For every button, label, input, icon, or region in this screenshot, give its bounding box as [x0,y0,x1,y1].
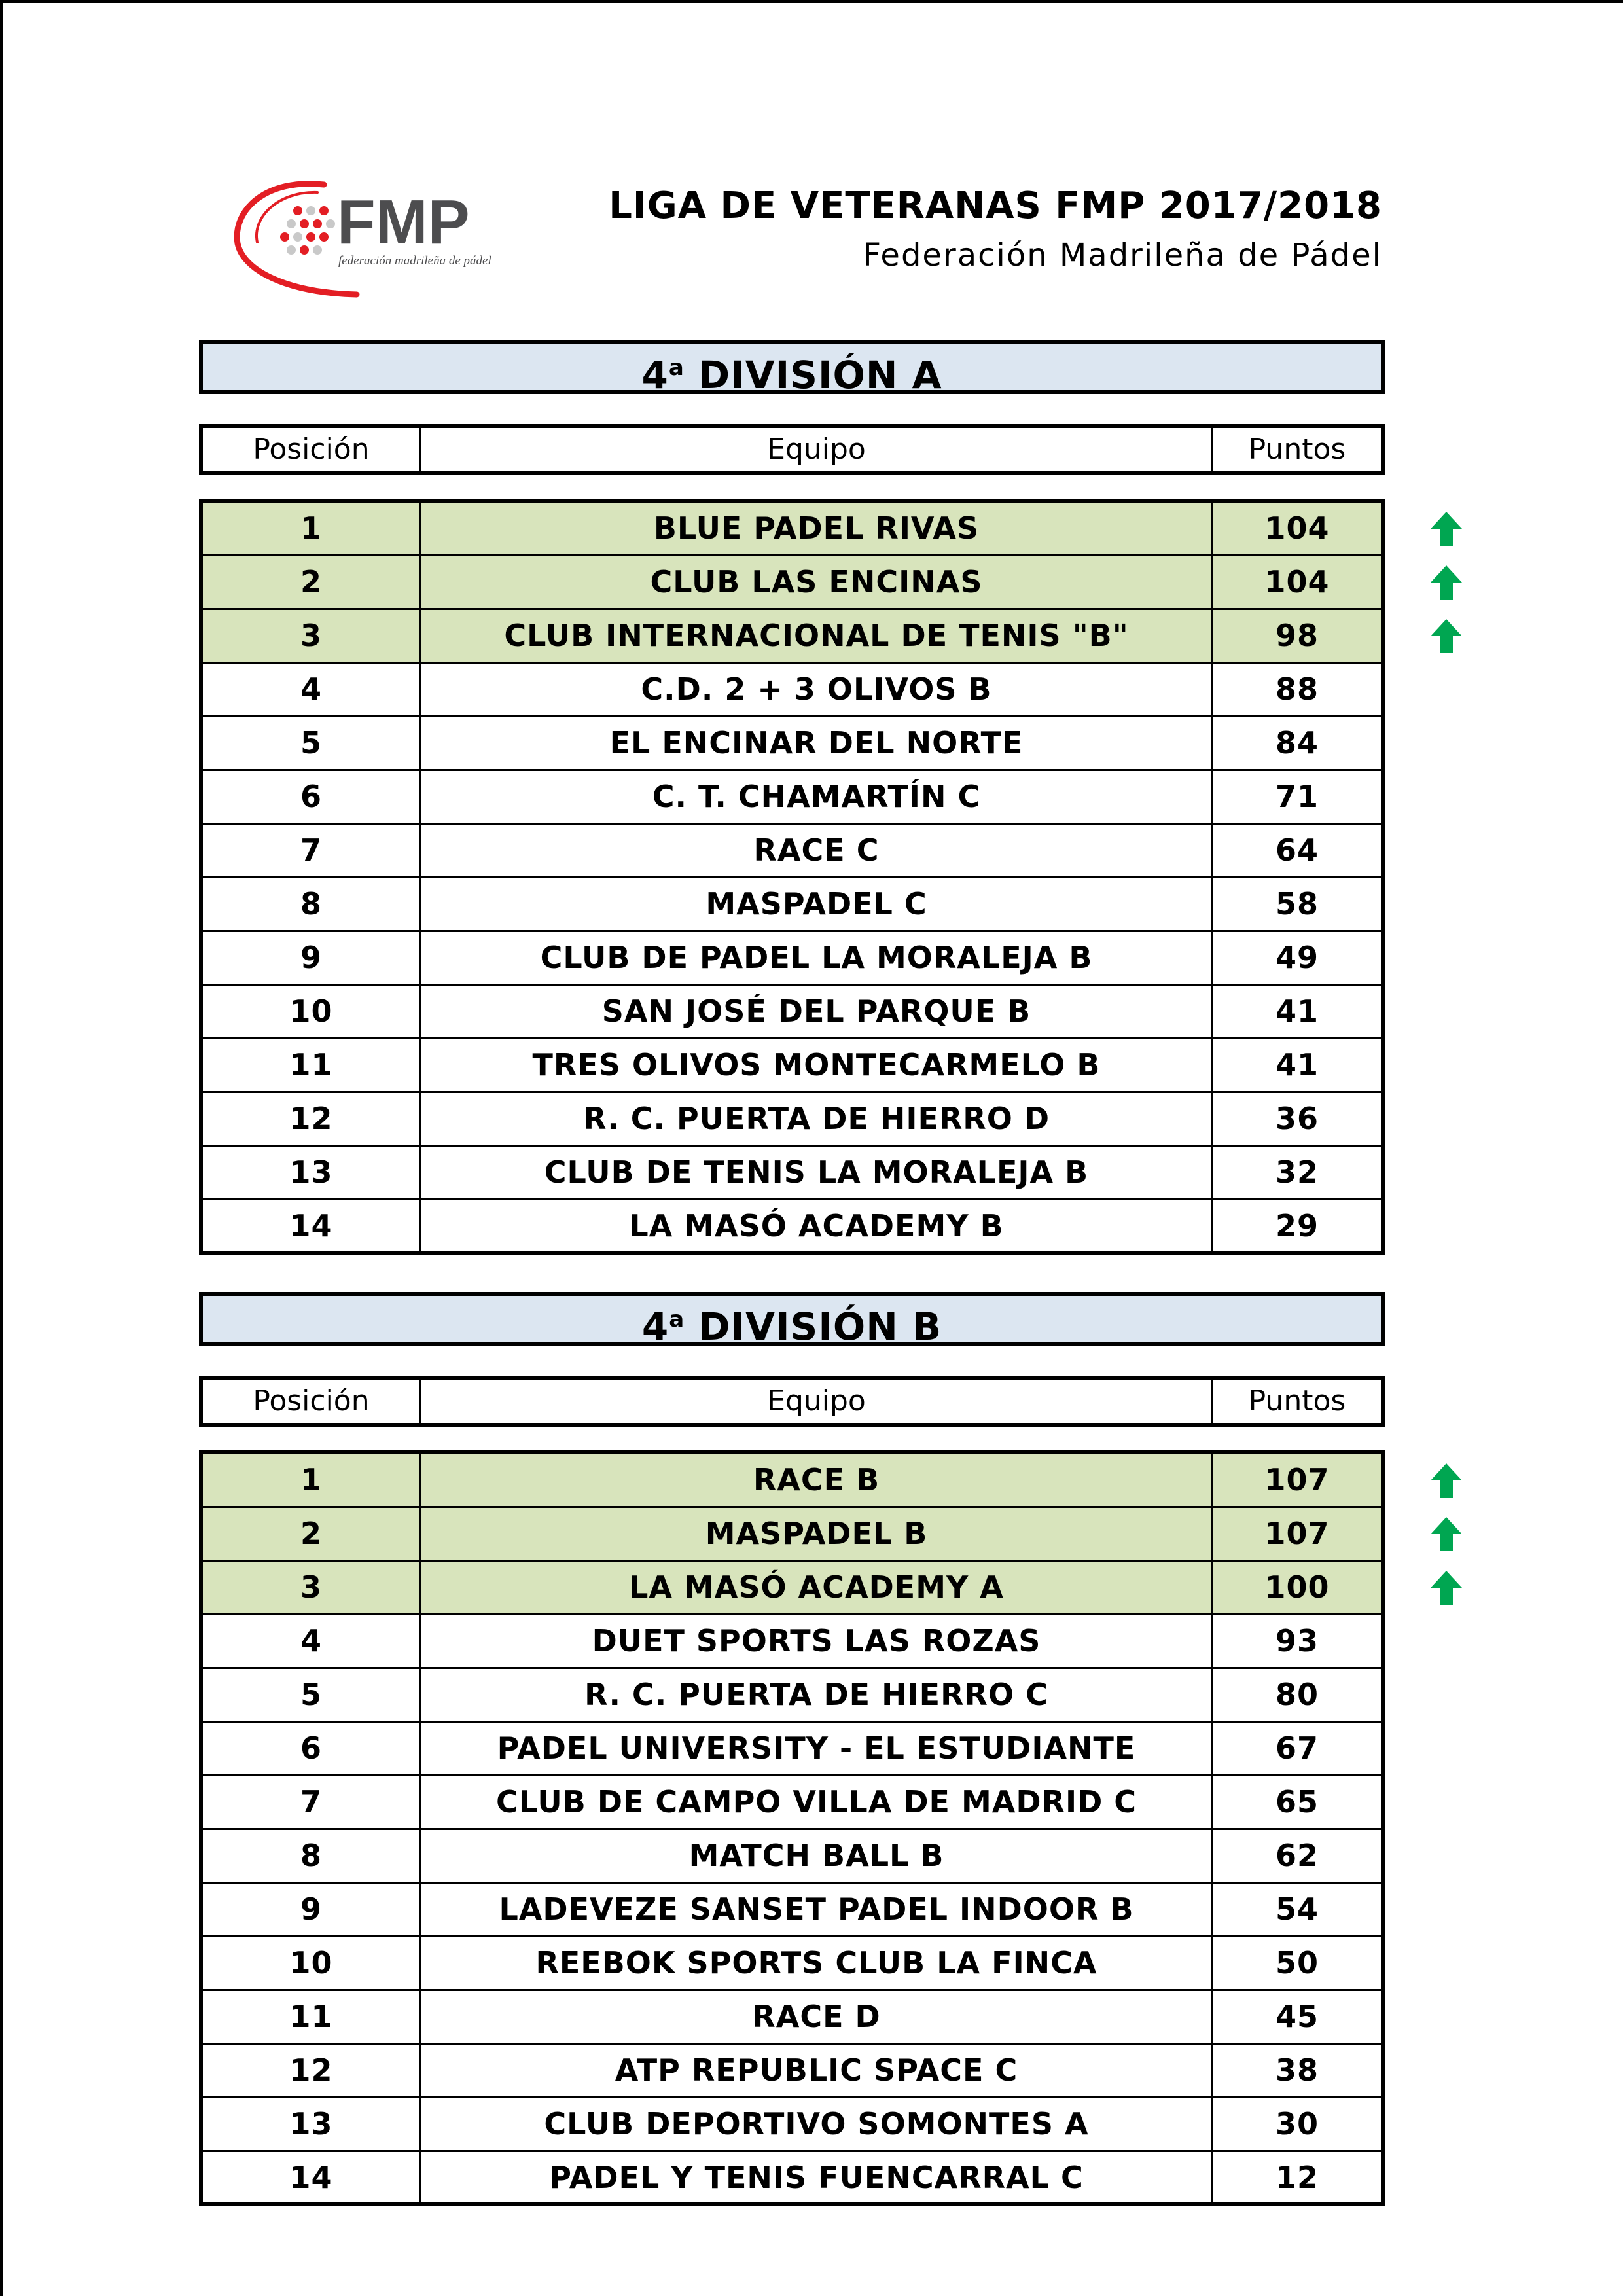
row-position: 7 [203,825,421,876]
promotion-arrow-icon [1427,1461,1466,1500]
row-position: 9 [203,1884,421,1935]
row-position: 11 [203,1039,421,1091]
row-team: MASPADEL C [421,878,1213,930]
row-team: CLUB DE TENIS LA MORALEJA B [421,1147,1213,1198]
table-row [203,1147,1381,1200]
column-header-position: Posición [203,1380,421,1423]
column-header-team: Equipo [421,428,1213,471]
row-team: RACE D [421,1991,1213,2043]
row-team: R. C. PUERTA DE HIERRO C [421,1669,1213,1721]
table-row [203,1093,1381,1147]
row-team: PADEL UNIVERSITY - EL ESTUDIANTE [421,1723,1213,1774]
promotion-arrow-icon [1427,1568,1466,1607]
logo-text: FMP [337,187,470,257]
row-position: 12 [203,2045,421,2096]
division-ordinal: a [669,1306,685,1333]
promotion-arrow-icon [1427,617,1466,656]
row-team: RACE C [421,825,1213,876]
row-team: LADEVEZE SANSET PADEL INDOOR B [421,1884,1213,1935]
row-points: 30 [1275,2106,1319,2142]
page-header [0,0,1623,314]
row-position: 8 [203,878,421,930]
row-points: 104 [1264,564,1330,600]
row-position: 12 [203,1093,421,1145]
row-points: 29 [1275,1208,1319,1244]
row-points: 49 [1275,940,1319,975]
row-points: 107 [1264,1462,1330,1498]
division-title [199,340,1385,398]
row-team: C. T. CHAMARTÍN C [421,771,1213,823]
row-points: 12 [1275,2160,1319,2195]
row-team: TRES OLIVOS MONTECARMELO B [421,1039,1213,1091]
division-name: DIVISIÓN A [698,353,942,398]
table-row [203,1884,1381,1937]
row-points: 41 [1275,994,1319,1029]
row-position: 11 [203,1991,421,2043]
logo-tagline: federación madrileña de pádel [338,254,491,268]
table-row [203,771,1381,825]
row-team: SAN JOSÉ DEL PARQUE B [421,986,1213,1037]
table-row [203,1937,1381,1991]
row-points: 54 [1275,1892,1319,1927]
row-team: CLUB DE PADEL LA MORALEJA B [421,932,1213,984]
page-title: LIGA DE VETERANAS FMP 2017/2018 [609,185,1382,227]
column-header-team: Equipo [421,1380,1213,1423]
row-position: 14 [203,1200,421,1251]
row-points: 67 [1275,1731,1319,1766]
row-position: 6 [203,771,421,823]
table-row [203,1669,1381,1723]
row-team: LA MASÓ ACADEMY B [421,1200,1213,1251]
table-row [203,1723,1381,1776]
division-number: 4$^a$ [641,353,685,398]
row-position: 3 [203,1562,421,1613]
row-points: 45 [1275,1999,1319,2034]
table-row [203,932,1381,986]
row-position: 10 [203,986,421,1037]
row-team: CLUB DE CAMPO VILLA DE MADRID C [421,1776,1213,1828]
row-points: 38 [1275,2053,1319,2088]
row-points: 32 [1275,1155,1319,1190]
promotion-arrow-icon [1427,509,1466,548]
row-points: 88 [1275,672,1319,707]
table-row [203,1991,1381,2045]
table-row [203,1830,1381,1884]
row-points: 36 [1275,1101,1319,1136]
row-position: 5 [203,1669,421,1721]
table-row [203,1039,1381,1093]
table-row [203,1776,1381,1830]
row-position: 9 [203,932,421,984]
table-row [203,717,1381,771]
row-position: 10 [203,1937,421,1989]
promotion-arrow-icon [1427,563,1466,602]
row-team: R. C. PUERTA DE HIERRO D [421,1093,1213,1145]
row-team: RACE B [421,1454,1213,1506]
row-team: REEBOK SPORTS CLUB LA FINCA [421,1937,1213,1989]
row-points: 98 [1275,618,1319,653]
table-row [203,1200,1381,1251]
row-points: 71 [1275,779,1319,814]
row-position: 2 [203,1508,421,1560]
promotion-arrow-icon [1427,1515,1466,1554]
table-row [203,2152,1381,2202]
ranking-table [199,499,1385,1255]
row-position: 6 [203,1723,421,1774]
row-position: 1 [203,1454,421,1506]
column-header-points: Puntos [1248,1384,1346,1418]
row-points: 62 [1275,1838,1319,1873]
row-points: 100 [1264,1570,1330,1605]
row-team: EL ENCINAR DEL NORTE [421,717,1213,769]
table-row [203,503,1381,556]
row-team: MASPADEL B [421,1508,1213,1560]
table-row [203,2098,1381,2152]
row-team: BLUE PADEL RIVAS [421,503,1213,554]
row-position: 7 [203,1776,421,1828]
division-number: 4$^a$ [641,1304,685,1350]
row-team: C.D. 2 + 3 OLIVOS B [421,664,1213,715]
column-header-row [199,424,1385,475]
row-team: ATP REPUBLIC SPACE C [421,2045,1213,2096]
row-position: 13 [203,2098,421,2150]
row-team: CLUB INTERNACIONAL DE TENIS "B" [421,610,1213,662]
row-points: 64 [1275,833,1319,868]
ranking-table [199,1450,1385,2206]
division-title [199,1292,1385,1350]
fmp-logo [226,171,566,302]
table-row [203,1508,1381,1562]
table-row [203,986,1381,1039]
table-row [203,556,1381,610]
row-team: MATCH BALL B [421,1830,1213,1882]
row-position: 4 [203,664,421,715]
division-name: DIVISIÓN B [698,1304,942,1350]
row-team: CLUB DEPORTIVO SOMONTES A [421,2098,1213,2150]
page-subtitle: Federación Madrileña de Pádel [863,237,1382,274]
row-position: 8 [203,1830,421,1882]
row-position: 14 [203,2152,421,2202]
table-row [203,878,1381,932]
row-points: 93 [1275,1623,1319,1659]
table-row [203,1615,1381,1669]
racket-dots-icon [280,206,335,255]
row-position: 5 [203,717,421,769]
row-position: 1 [203,503,421,554]
row-position: 2 [203,556,421,608]
column-header-position: Posición [203,428,421,471]
row-position: 13 [203,1147,421,1198]
row-position: 3 [203,610,421,662]
row-points: 84 [1275,725,1319,761]
table-row [203,1454,1381,1508]
table-row [203,664,1381,717]
row-points: 65 [1275,1784,1319,1820]
row-team: CLUB LAS ENCINAS [421,556,1213,608]
division-ordinal: a [668,355,685,381]
table-row [203,825,1381,878]
table-row [203,2045,1381,2098]
column-header-row [199,1376,1385,1427]
row-points: 107 [1264,1516,1330,1551]
column-header-points: Puntos [1248,433,1346,466]
row-points: 104 [1264,511,1330,546]
row-team: DUET SPORTS LAS ROZAS [421,1615,1213,1667]
row-points: 41 [1275,1047,1319,1083]
table-row [203,1562,1381,1615]
table-row [203,610,1381,664]
row-team: PADEL Y TENIS FUENCARRAL C [421,2152,1213,2202]
row-team: LA MASÓ ACADEMY A [421,1562,1213,1613]
row-points: 80 [1275,1677,1319,1712]
row-points: 58 [1275,886,1319,922]
row-position: 4 [203,1615,421,1667]
row-points: 50 [1275,1945,1319,1981]
